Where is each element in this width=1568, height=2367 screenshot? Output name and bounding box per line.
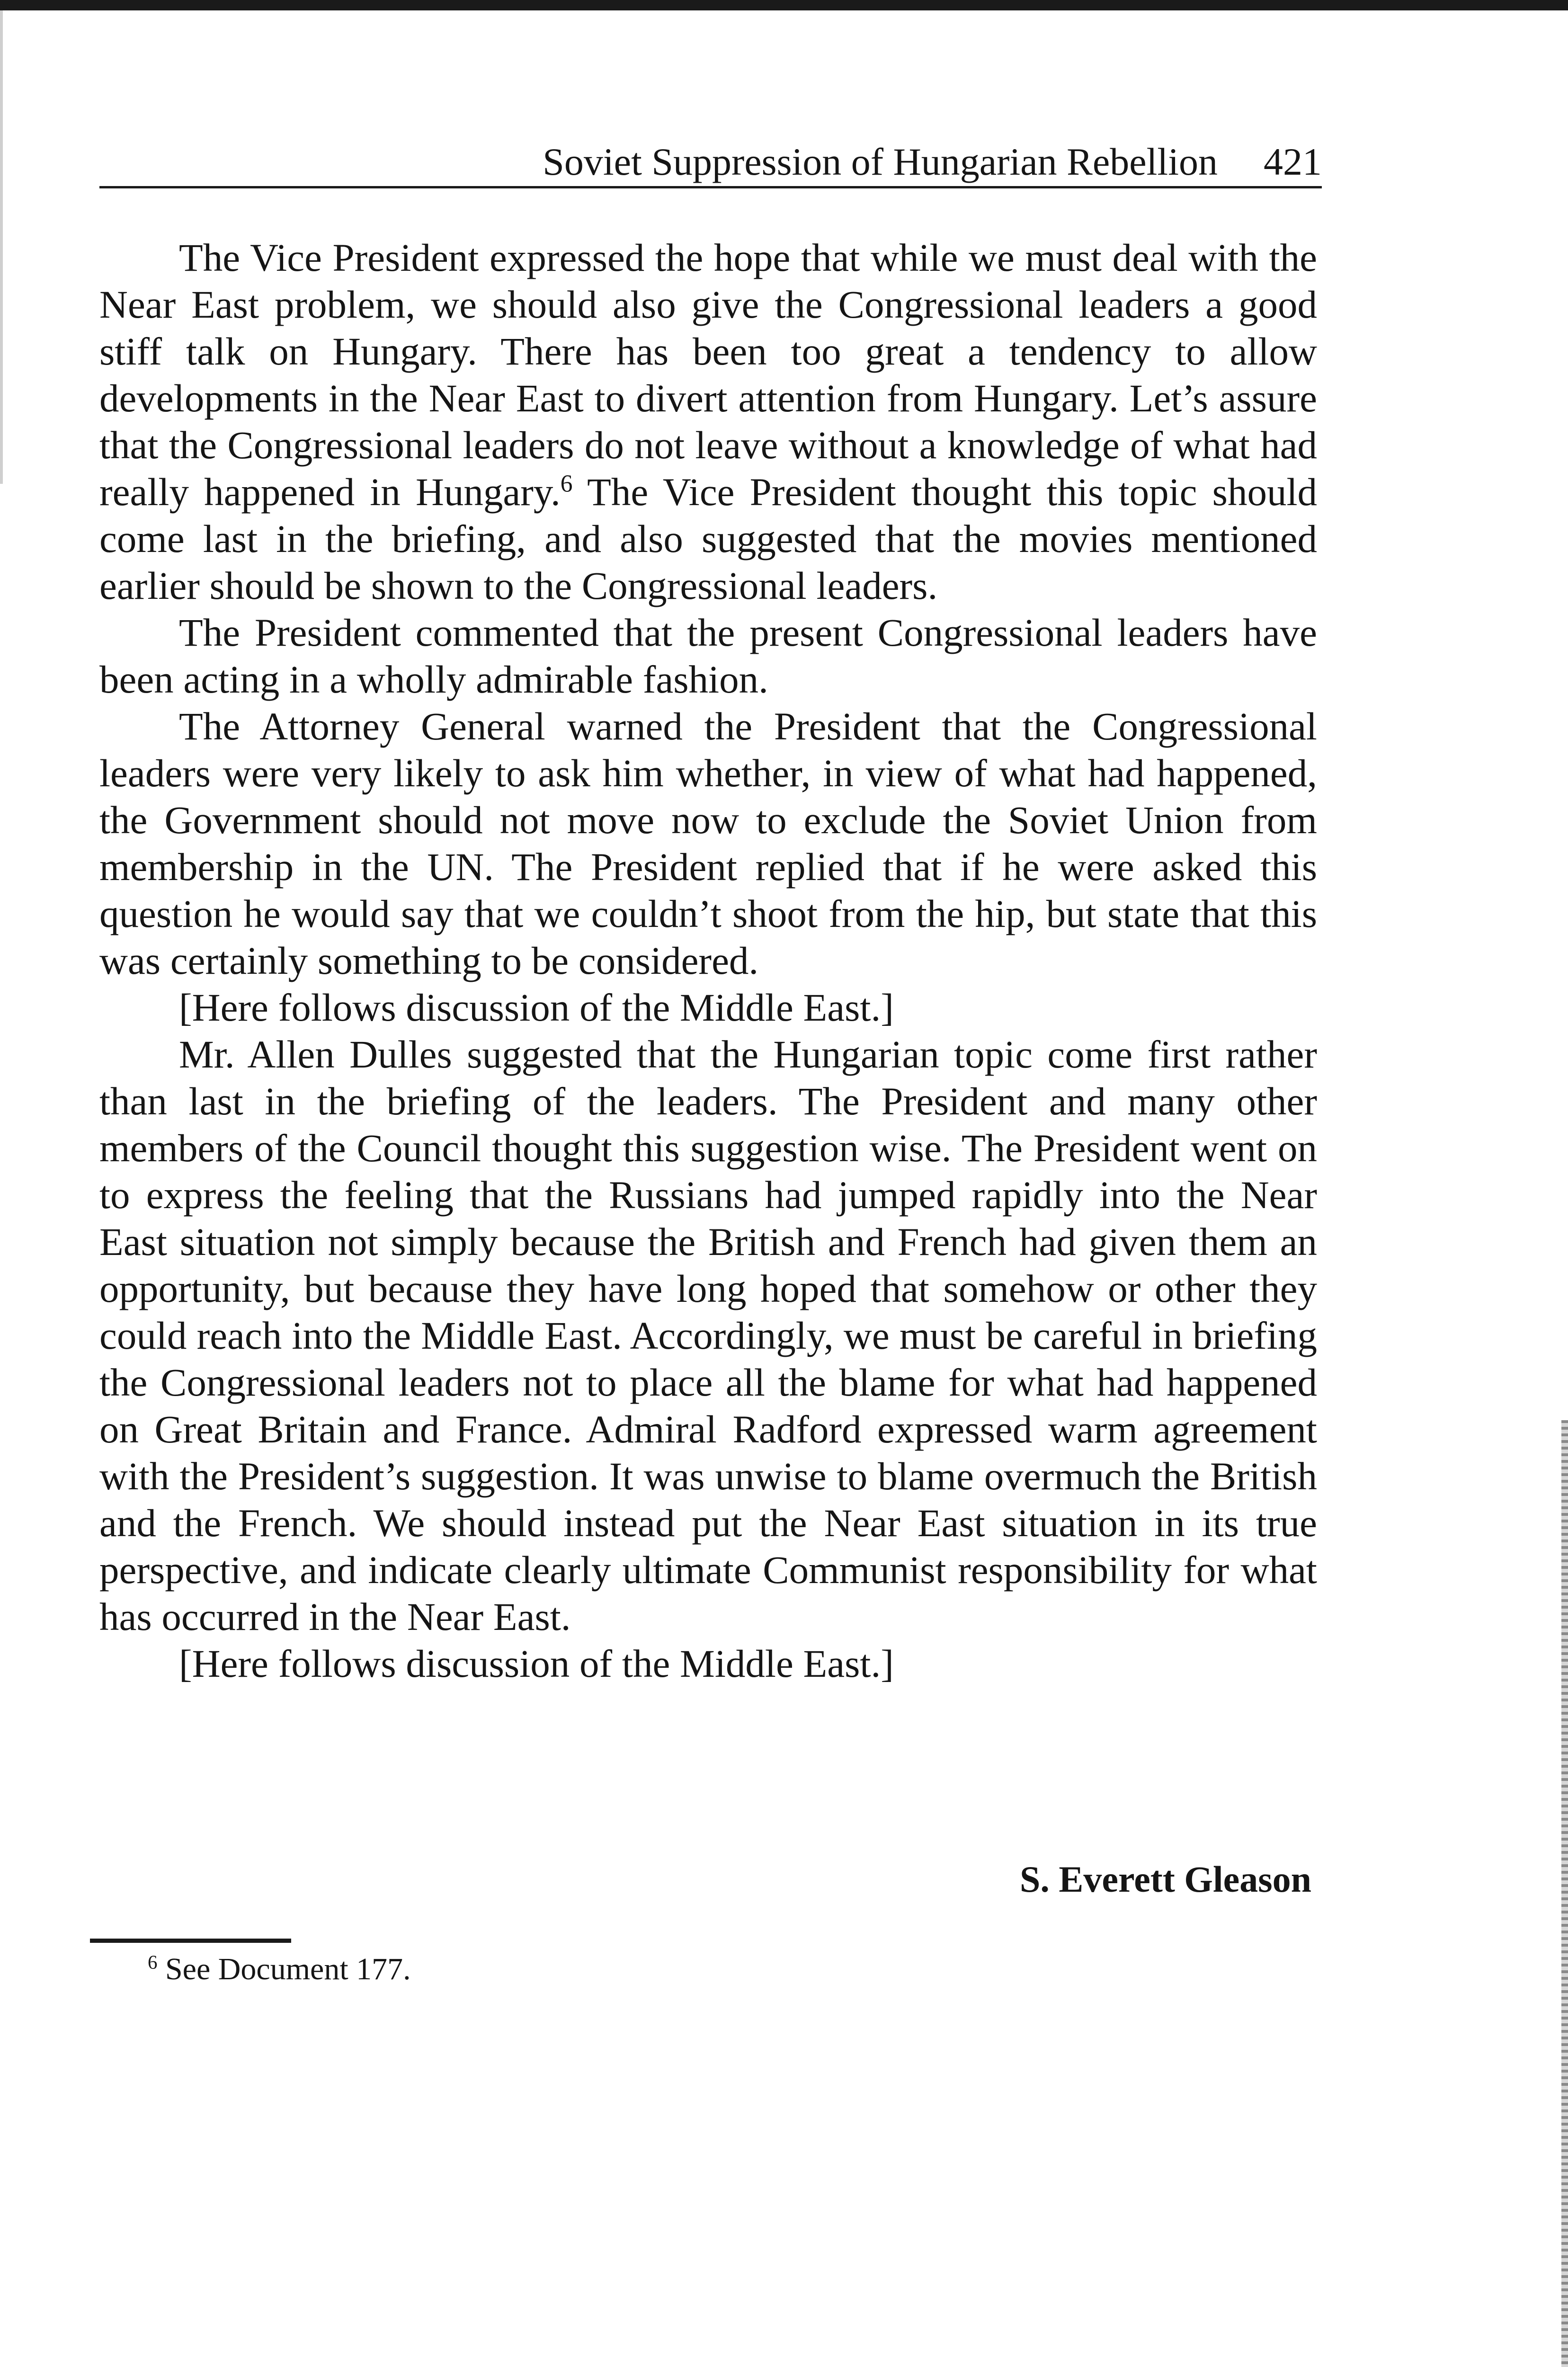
paragraph-president-comment: The President commented that the present Congressional leaders have been acting in a wholly admirable fashion.	[99, 611, 1317, 701]
editorial-note: [Here follows discussion of the Middle East.]	[179, 986, 894, 1029]
editorial-note: [Here follows discussion of the Middle East.]	[179, 1642, 894, 1685]
paragraph-text: The Vice President expressed the hope that while we must deal with the Near East problem, we should also give the Congressional leaders a good stiff talk on Hungary. There has been too great a tendency to allow developments in the Near East to divert attention from Hungary. Let’s assure that the Congressional leaders do not leave without a knowledge of what had really happened in Hungary.	[99, 236, 1317, 514]
footnote-reference: 6	[560, 470, 573, 498]
paragraph-vice-president	[99, 234, 1317, 609]
paragraph-allen-dulles: Mr. Allen Dulles suggested that the Hungarian topic come first rather than last in the briefing of the leaders. The President and many other members of the Council thought this suggestion wise. The President went on to express the feeling that the Russians had jumped rapidly into the Near East situation not simply because the British and French had given them an opportunity, but because they have long hoped that somehow or other they could reach into the Middle East. Accordingly, we must be careful in briefing the Congressional leaders not to place all the blame for what had happened on Great Britain and France. Admiral Radford expressed warm agreement with the President’s suggestion. It was unwise to blame overmuch the British and the French. We should instead put the Near East situation in its true perspective, and indicate clearly ultimate Communist responsibility for what has occurred in the Near East.	[99, 1032, 1317, 1638]
footnote-rule	[90, 1939, 291, 1943]
footnote-text: See Document 177.	[165, 1952, 411, 1986]
signature: S. Everett Gleason	[1019, 1859, 1311, 1900]
footnote	[148, 1950, 411, 1988]
paragraph-text: The Vice President thought this topic should come last in the briefing, and also suggested that the movies mentioned earlier should be shown to the Congressional leaders.	[99, 470, 1318, 607]
footnote-marker: 6	[148, 1951, 158, 1973]
paragraph-attorney-general: The Attorney General warned the President that the Congressional leaders were very likely to ask him whether, in view of what had happened, the Government should not move now to exclude the Soviet Union from membership in the UN. The President replied that if he were asked this question he would say that we couldn’t shoot from the hip, but state that this was certainly something to be considered.	[99, 704, 1317, 982]
page-number: 421	[1264, 140, 1322, 183]
running-title: Soviet Suppression of Hungarian Rebellion	[543, 140, 1218, 183]
scan-top-border	[0, 0, 1568, 10]
scan-left-edge	[0, 10, 3, 484]
scan-right-edge	[1561, 1420, 1568, 2367]
page-header	[99, 133, 1322, 188]
body-text	[99, 234, 1317, 1687]
